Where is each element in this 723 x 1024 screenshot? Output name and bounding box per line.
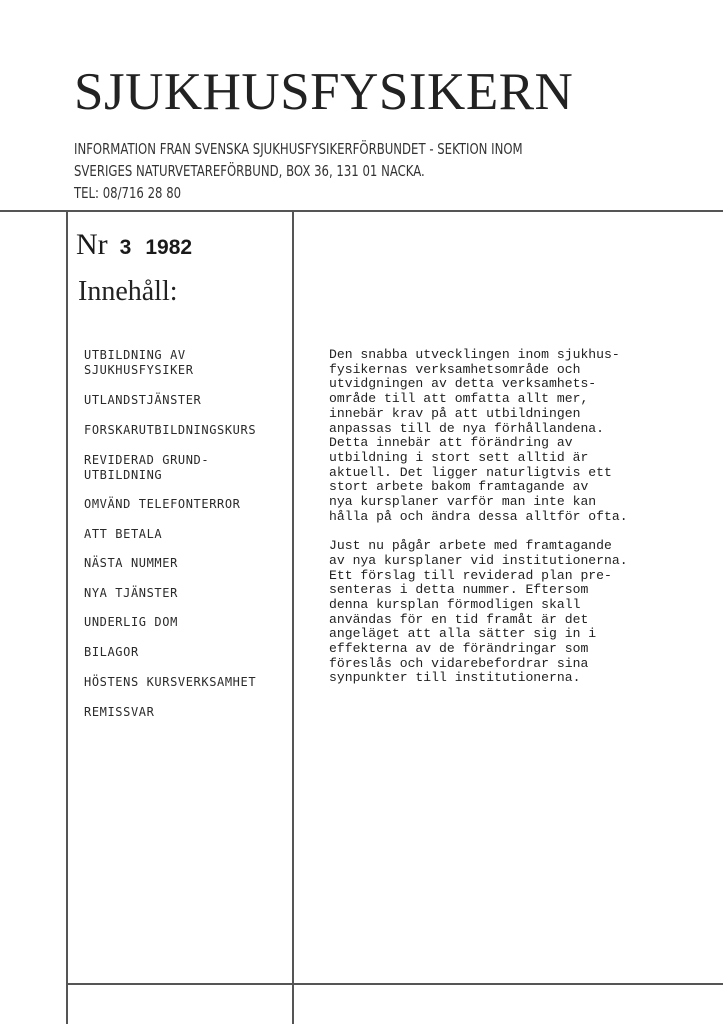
- article-line: senteras i detta nummer. Eftersom: [329, 582, 589, 598]
- toc-item-line: HÖSTENS KURSVERKSAMHET: [84, 675, 257, 689]
- article-line: aktuell. Det ligger naturligtvis ett: [329, 464, 612, 480]
- article-paragraph: [329, 539, 628, 686]
- toc-item-line: BILAGOR: [84, 645, 139, 659]
- toc-item: [84, 453, 209, 483]
- article-line: anpassas till de nya förhållandena.: [329, 420, 605, 436]
- article-line: synpunkter till institutionerna.: [329, 670, 581, 686]
- masthead-title: SJUKHUSFYSIKERN: [74, 63, 574, 121]
- article-line: utvidgningen av detta verksamhets-: [329, 376, 597, 392]
- publisher-phone-line: TEL: 08/716 28 80: [74, 184, 182, 202]
- article-line: nya kursplaner varför man inte kan: [329, 494, 597, 510]
- issue-label: [76, 228, 192, 262]
- article-line: hålla på och ändra dessa alltför ofta.: [329, 508, 628, 524]
- left-column-border: [66, 211, 68, 1024]
- toc-item: [84, 527, 162, 542]
- publisher-info: [74, 138, 523, 204]
- toc-item-line: NÄSTA NUMMER: [84, 556, 178, 570]
- toc-item-line: OMVÄND TELEFONTERROR: [84, 497, 241, 511]
- issue-number: 3: [119, 236, 132, 259]
- toc-item-line: UTBILDNING: [84, 468, 163, 482]
- toc-item-line: UTLANDSTJÄNSTER: [84, 393, 202, 407]
- issue-nr-label: Nr: [76, 228, 108, 261]
- toc-item: [84, 556, 178, 571]
- article-line: fysikernas verksamhetsområde och: [329, 361, 581, 377]
- toc-item: [84, 393, 201, 408]
- article-line: angeläget att alla sätter sig in i: [329, 626, 597, 642]
- toc-item: [84, 705, 154, 720]
- article-line: Just nu pågår arbete med framtagande: [329, 538, 612, 554]
- toc-item-line: UTBILDNING AV: [84, 348, 186, 362]
- article-line: utbildning i stort sett alltid är: [329, 449, 589, 465]
- article-body: [329, 348, 628, 701]
- toc-item: [84, 348, 194, 378]
- article-line: stort arbete bakom framtagande av: [329, 479, 589, 495]
- publisher-info-line: INFORMATION FRAN SVENSKA SJUKHUSFYSIKERFÖRBUNDET - SEKTION INOM: [74, 140, 523, 158]
- header-divider: [0, 210, 723, 212]
- toc-item-line: ATT BETALA: [84, 527, 163, 541]
- article-line: effekterna av de förändringar som: [329, 641, 589, 657]
- article-line: av nya kursplaner vid institutionerna.: [329, 552, 628, 568]
- article-line: denna kursplan förmodligen skall: [329, 596, 581, 612]
- toc-item-line: REMISSVAR: [84, 705, 155, 719]
- column-divider: [292, 211, 294, 1024]
- issue-year: 1982: [145, 236, 193, 259]
- toc-item: [84, 586, 178, 601]
- toc-item-line: FORSKARUTBILDNINGSKURS: [84, 423, 257, 437]
- toc-item: [84, 497, 241, 512]
- toc-heading: Innehåll:: [78, 276, 178, 307]
- footer-divider: [66, 983, 723, 985]
- toc-item: [84, 615, 178, 630]
- article-paragraph: [329, 348, 628, 524]
- toc-item: [84, 645, 139, 660]
- toc-item-line: UNDERLIG DOM: [84, 615, 178, 629]
- article-line: innebär krav på att utbildningen: [329, 405, 581, 421]
- article-line: användas för en tid framåt är det: [329, 611, 589, 627]
- toc-item-line: NYA TJÄNSTER: [84, 586, 178, 600]
- toc-item: [84, 675, 256, 690]
- article-line: Detta innebär att förändring av: [329, 435, 573, 451]
- publisher-address-line: SVERIGES NATURVETAREFÖRBUND, BOX 36, 131 01 NACKA.: [74, 162, 425, 180]
- toc-item: [84, 423, 256, 438]
- article-line: föreslås och vidarebefordrar sina: [329, 655, 589, 671]
- toc-item-line: SJUKHUSFYSIKER: [84, 363, 194, 377]
- toc-item-line: REVIDERAD GRUND-: [84, 453, 210, 467]
- article-line: Ett förslag till reviderad plan pre-: [329, 567, 612, 583]
- article-line: Den snabba utvecklingen inom sjukhus-: [329, 347, 620, 362]
- article-line: område till att omfatta allt mer,: [329, 391, 589, 407]
